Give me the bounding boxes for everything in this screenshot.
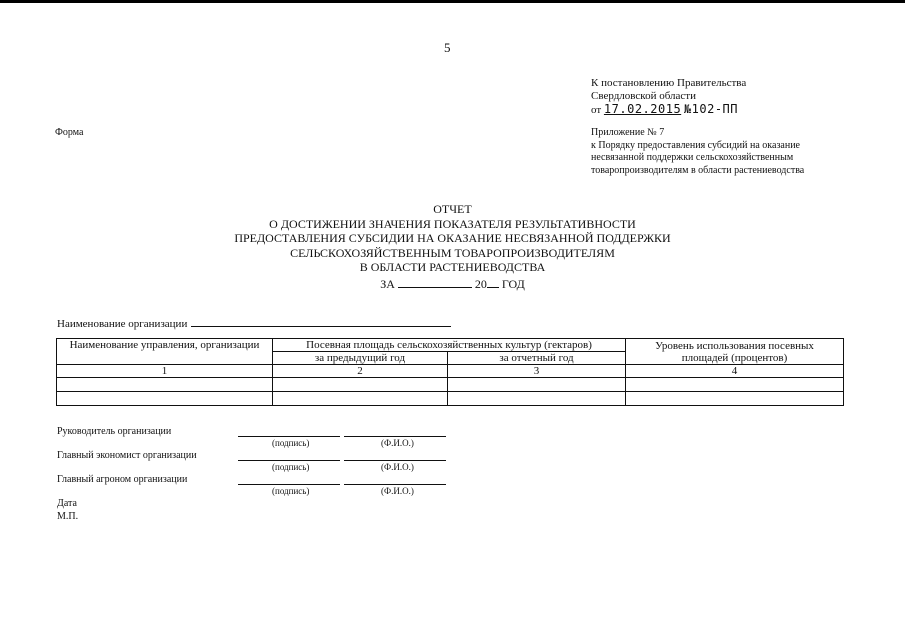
name-line[interactable] <box>344 484 446 485</box>
signature-line[interactable] <box>238 484 340 485</box>
report-title <box>0 202 905 291</box>
appendix-line-4: товаропроизводителям в области растениеводства <box>591 164 805 176</box>
signature-line[interactable] <box>238 436 340 437</box>
page-top-border <box>0 0 905 3</box>
reference-line-1: К постановлению Правительства <box>591 77 747 89</box>
col-number: 2 <box>273 365 448 378</box>
table-cell[interactable] <box>57 378 273 392</box>
table-cell[interactable] <box>448 378 626 392</box>
title-period-line <box>0 275 905 292</box>
stamp-label: М.П. <box>57 511 79 522</box>
col-number: 4 <box>626 365 844 378</box>
name-line[interactable] <box>344 436 446 437</box>
reference-from: от <box>591 104 602 116</box>
title-year-prefix: 20 <box>474 276 487 291</box>
report-table <box>56 338 844 406</box>
name-caption: (Ф.И.О.) <box>381 462 414 472</box>
resolution-reference <box>591 77 746 117</box>
name-caption: (Ф.И.О.) <box>381 486 414 496</box>
table-cell[interactable] <box>626 378 844 392</box>
period-blank <box>398 275 472 288</box>
title-line-4: СЕЛЬСКОХОЗЯЙСТВЕННЫМ ТОВАРОПРОИЗВОДИТЕЛЯМ <box>290 245 615 260</box>
organization-label: Наименование организации <box>57 318 188 330</box>
signature-caption: (подпись) <box>272 462 310 472</box>
title-line-1: ОТЧЕТ <box>433 202 472 216</box>
title-line-5: В ОБЛАСТИ РАСТЕНИЕВОДСТВА <box>359 260 546 274</box>
date-label: Дата <box>57 498 77 509</box>
col4-header: Уровень использования посевных площадей (процентов) <box>626 339 844 365</box>
signature-line[interactable] <box>238 460 340 461</box>
signature-caption: (подпись) <box>272 438 310 448</box>
table-row <box>57 392 844 406</box>
signature-label-head: Руководитель организации <box>57 426 172 437</box>
signature-caption: (подпись) <box>272 486 310 496</box>
table-header-row-1 <box>57 339 844 352</box>
organization-row <box>57 314 451 330</box>
col2-header: за предыдущий год <box>273 352 448 365</box>
page-number: 5 <box>444 40 451 55</box>
appendix-line-1: Приложение № 7 <box>591 127 665 138</box>
table-cell[interactable] <box>626 392 844 406</box>
title-line-3: ПРЕДОСТАВЛЕНИЯ СУБСИДИИ НА ОКАЗАНИЕ НЕСВЯЗАННОЙ ПОДДЕРЖКИ <box>234 231 671 245</box>
title-god: ГОД <box>501 276 525 291</box>
col23-header: Посевная площадь сельскохозяйственных культур (гектаров) <box>273 339 626 352</box>
organization-field[interactable] <box>191 314 451 327</box>
handwritten-number: №102-ПП <box>683 102 738 116</box>
table-cell[interactable] <box>448 392 626 406</box>
reference-line-2: Свердловской области <box>591 90 696 102</box>
table-number-row <box>57 365 844 378</box>
reference-line-3 <box>591 103 746 117</box>
table-cell[interactable] <box>57 392 273 406</box>
signature-label-economist: Главный экономист организации <box>57 450 197 461</box>
table-cell[interactable] <box>273 378 448 392</box>
name-line[interactable] <box>344 460 446 461</box>
title-za: ЗА <box>380 276 395 291</box>
appendix-block <box>591 127 804 177</box>
name-caption: (Ф.И.О.) <box>381 438 414 448</box>
appendix-line-3: несвязанной поддержки сельскохозяйственным <box>591 152 794 163</box>
appendix-line-2: к Порядку предоставления субсидий на оказание <box>591 139 800 151</box>
col1-header: Наименование управления, организации <box>57 339 273 365</box>
table-cell[interactable] <box>273 392 448 406</box>
col3-header: за отчетный год <box>448 352 626 365</box>
signature-label-agronomist: Главный агроном организации <box>57 474 188 485</box>
col-number: 1 <box>57 365 273 378</box>
handwritten-date: 17.02.2015 <box>603 102 682 116</box>
col-number: 3 <box>448 365 626 378</box>
title-line-2: О ДОСТИЖЕНИИ ЗНАЧЕНИЯ ПОКАЗАТЕЛЯ РЕЗУЛЬТАТИВНОСТИ <box>269 216 636 231</box>
year-blank <box>487 275 499 288</box>
form-label: Форма <box>55 127 84 138</box>
table-row <box>57 378 844 392</box>
